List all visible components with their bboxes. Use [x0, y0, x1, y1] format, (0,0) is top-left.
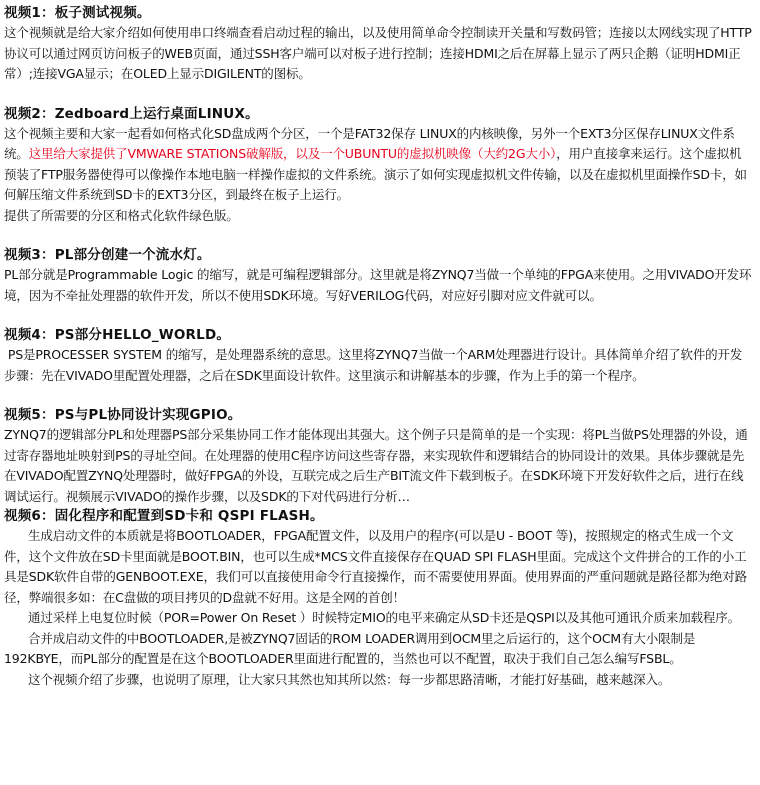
spacer — [4, 306, 752, 326]
section-video-4 — [4, 326, 752, 386]
section-title: 视频6：固化程序和配置到SD卡和 QSPI FLASH。 — [4, 508, 324, 524]
section-video-5 — [4, 406, 752, 507]
body-text: ，用户直接拿来运行。这个虚拟机预装了FTP服务器使得可以像操作本地电脑一样操作虚拟的文件系统。演示了如何实现虚拟机文件传输，以及在虚拟机里面操作SD卡，如何解压缩文件系统到SD卡的EXT3分区，到最终在板子上运行。 — [4, 146, 747, 202]
section-title: 视频3：PL部分创建一个流水灯。 — [4, 247, 211, 263]
section-paragraph: 合并成启动文件的中BOOTLOADER,是被ZYNQ7固话的ROM LOADER调用到OCM里之后运行的，这个OCM有大小限制是192KBYE，而PL部分的配置是在这个BOOTLOADER里面进行配置的，当然也可以不配置，取决于我们自己怎么编写FSBL。 — [4, 630, 696, 666]
highlighted-text: 这里给大家提供了VMWARE STATIONS破解版，以及一个UBUNTU的虚拟机映像（大约2G大小） — [28, 146, 557, 161]
section-video-6 — [4, 507, 752, 690]
body-text: 这个视频主要和大家一起看如何格式化SD盘成两个分区，一个是FAT32保存 LINUX的内核映像，另外一个EXT3分区保存LINUX文件系统。 — [4, 125, 735, 161]
section-body — [4, 124, 752, 206]
section-title: 视频5：PS与PL协同设计实现GPIO。 — [4, 407, 242, 423]
section-title: 视频1：板子测试视频。 — [4, 5, 151, 21]
spacer — [4, 386, 752, 406]
section-video-3 — [4, 246, 752, 306]
section-title: 视频4：PS部分HELLO_WORLD。 — [4, 327, 231, 343]
section-paragraph: 通过采样上电复位时候（POR=Power On Reset ）时候特定MIO的电平来确定从SD卡还是QSPI以及其他可通讯介质来加载程序。 — [28, 610, 740, 625]
section-video-2 — [4, 105, 752, 227]
spacer — [4, 85, 752, 105]
section-body: ZYNQ7的逻辑部分PL和处理器PS部分采集协同工作才能体现出其强大。这个例子只是简单的是一个实现：将PL当做PS处理器的外设，通过寄存器地址映射到PS的寻址空间。在处理器的使用C程序访问这些寄存器，来实现软件和逻辑结合的协同设计的效果。具体步骤就是先在VIVADO配置ZYNQ处理器时，做好FPGA的外设，互联完成之后生产BIT流文件下载到板子。在SDK环境下开发好软件之后，进行在线调试运行。视频展示VIVADO的操作步骤，以及SDK的下对代码进行分析… — [4, 427, 748, 504]
section-paragraph: 生成启动文件的本质就是将BOOTLOADER，FPGA配置文件，以及用户的程序(可以是U - BOOT 等)，按照规定的格式生成一个文件，这个文件放在SD卡里面就是BOOT.BIN，也可以生成*MCS文件直接保存在QUAD SPI FLASH里面。完成这个文件拼合的工作的小工具是SDK软件自带的GENBOOT.EXE，我们可以直接使用命令行直接操作，而不需要使用界面。使用界面的严重问题就是路径都为绝对路径，弊端很多如：在C盘做的项目拷贝的D盘就不好用。这是全网的首创！ — [4, 528, 747, 605]
section-body: PS是PROCESSER SYSTEM 的缩写，是处理器系统的意思。这里将ZYNQ7当做一个ARM处理器进行设计。具体简单介绍了软件的开发步骤：先在VIVADO里配置处理器，之后在SDK里面设计软件。这里演示和讲解基本的步骤，作为上手的第一个程序。 — [4, 347, 743, 383]
section-body: PL部分就是Programmable Logic 的缩写，就是可编程逻辑部分。这里就是将ZYNQ7当做一个单纯的FPGA来使用。之用VIVADO开发环境，因为不牵扯处理器的软件开发，所以不使用SDK环境。写好VERILOG代码，对应好引脚对应文件就可以。 — [4, 267, 752, 303]
section-title: 视频2：Zedboard上运行桌面LINUX。 — [4, 105, 259, 122]
spacer — [4, 226, 752, 246]
section-body: 这个视频就是给大家介绍如何使用串口终端查看启动过程的输出，以及使用简单命令控制读开关量和写数码管；连接以太网线实现了HTTP协议可以通过网页访问板子的WEB页面，通过SSH客户端可以对板子进行控制；连接HDMI之后在屏幕上显示了两只企鹅（证明HDMI正常）;连接VGA显示；在OLED上显示DIGILENT的图标。 — [4, 25, 752, 81]
section-note: 提供了所需要的分区和格式化软件绿色版。 — [4, 207, 239, 223]
section-video-1 — [4, 4, 752, 85]
section-paragraph: 这个视频介绍了步骤，也说明了原理，让大家只其然也知其所以然：每一步都思路清晰，才能打好基础，越来越深入。 — [28, 671, 671, 687]
